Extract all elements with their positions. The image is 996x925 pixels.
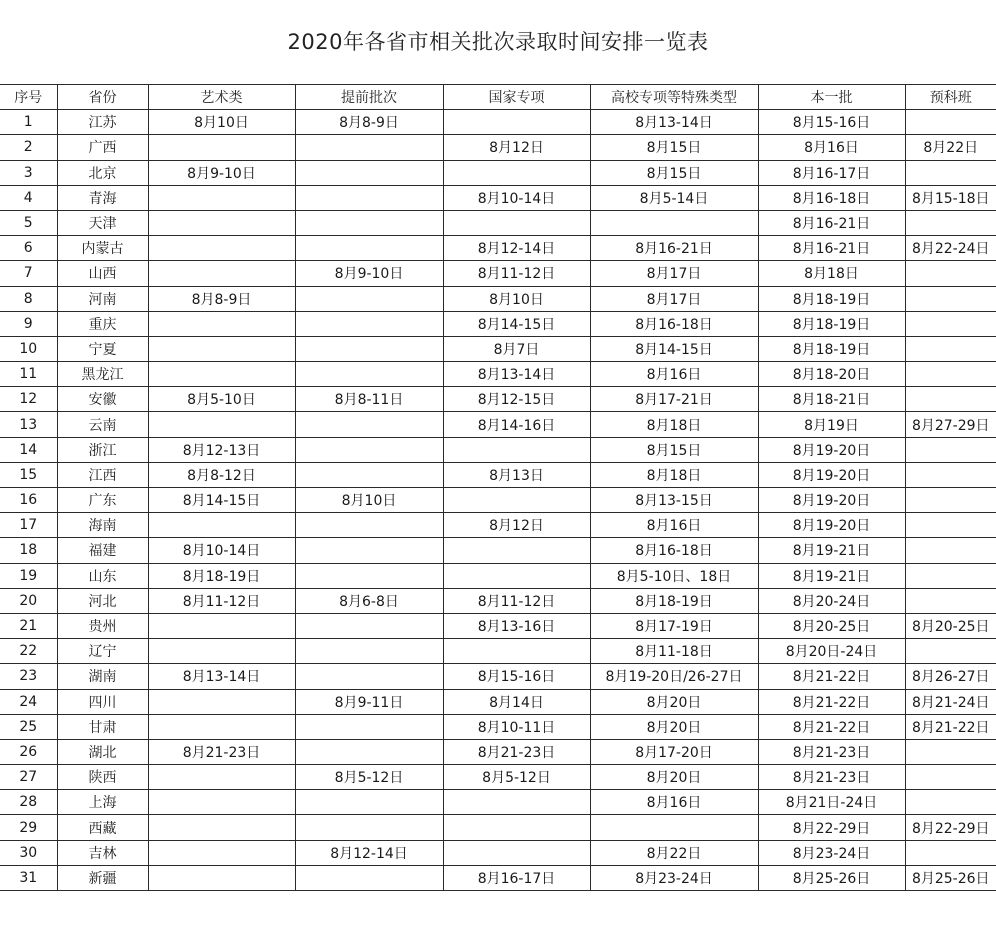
- cell-art: [148, 790, 295, 815]
- cell-province: 上海: [57, 790, 148, 815]
- cell-index: 8: [0, 286, 57, 311]
- col-header-province: 省份: [57, 85, 148, 110]
- cell-national-special: 8月13-14日: [443, 362, 590, 387]
- cell-university-special: 8月19-20日/26-27日: [590, 664, 758, 689]
- cell-early-batch: 8月5-12日: [295, 765, 443, 790]
- table-row: [0, 689, 996, 714]
- cell-index: 7: [0, 261, 57, 286]
- cell-index: 14: [0, 437, 57, 462]
- cell-national-special: [443, 815, 590, 840]
- cell-art: 8月8-9日: [148, 286, 295, 311]
- cell-first-batch: 8月19日: [758, 412, 905, 437]
- table-row: [0, 387, 996, 412]
- cell-first-batch: 8月19-20日: [758, 488, 905, 513]
- cell-index: 16: [0, 488, 57, 513]
- cell-national-special: 8月16-17日: [443, 865, 590, 890]
- cell-preparatory: [905, 210, 996, 235]
- cell-university-special: 8月16日: [590, 513, 758, 538]
- table-row: [0, 110, 996, 135]
- cell-university-special: 8月14-15日: [590, 336, 758, 361]
- cell-province: 宁夏: [57, 336, 148, 361]
- cell-first-batch: 8月19-20日: [758, 513, 905, 538]
- cell-province: 福建: [57, 538, 148, 563]
- cell-first-batch: 8月16-18日: [758, 185, 905, 210]
- cell-first-batch: 8月18-21日: [758, 387, 905, 412]
- cell-preparatory: [905, 462, 996, 487]
- cell-art: 8月8-12日: [148, 462, 295, 487]
- cell-province: 贵州: [57, 613, 148, 638]
- cell-university-special: 8月17-20日: [590, 739, 758, 764]
- cell-art: 8月11-12日: [148, 588, 295, 613]
- cell-first-batch: 8月21-23日: [758, 739, 905, 764]
- cell-university-special: 8月18日: [590, 462, 758, 487]
- cell-preparatory: [905, 336, 996, 361]
- cell-first-batch: 8月25-26日: [758, 865, 905, 890]
- table-row: [0, 613, 996, 638]
- cell-art: 8月12-13日: [148, 437, 295, 462]
- cell-first-batch: 8月16-21日: [758, 210, 905, 235]
- cell-university-special: 8月17日: [590, 286, 758, 311]
- cell-art: [148, 840, 295, 865]
- cell-preparatory: [905, 588, 996, 613]
- cell-national-special: 8月11-12日: [443, 261, 590, 286]
- cell-province: 江苏: [57, 110, 148, 135]
- col-header-early-batch: 提前批次: [295, 85, 443, 110]
- page-title: 2020年各省市相关批次录取时间安排一览表: [287, 30, 709, 54]
- cell-early-batch: [295, 815, 443, 840]
- cell-index: 15: [0, 462, 57, 487]
- cell-art: 8月9-10日: [148, 160, 295, 185]
- cell-national-special: [443, 563, 590, 588]
- cell-index: 11: [0, 362, 57, 387]
- cell-province: 湖南: [57, 664, 148, 689]
- cell-art: [148, 613, 295, 638]
- cell-index: 30: [0, 840, 57, 865]
- cell-early-batch: [295, 210, 443, 235]
- cell-first-batch: 8月18-20日: [758, 362, 905, 387]
- cell-preparatory: 8月27-29日: [905, 412, 996, 437]
- cell-preparatory: 8月22-24日: [905, 236, 996, 261]
- cell-province: 陕西: [57, 765, 148, 790]
- cell-preparatory: [905, 362, 996, 387]
- cell-index: 23: [0, 664, 57, 689]
- cell-preparatory: [905, 160, 996, 185]
- cell-first-batch: 8月18日: [758, 261, 905, 286]
- cell-university-special: 8月17日: [590, 261, 758, 286]
- cell-first-batch: 8月21-22日: [758, 689, 905, 714]
- cell-index: 6: [0, 236, 57, 261]
- cell-index: 18: [0, 538, 57, 563]
- cell-national-special: 8月11-12日: [443, 588, 590, 613]
- cell-university-special: 8月5-10日、18日: [590, 563, 758, 588]
- cell-province: 新疆: [57, 865, 148, 890]
- cell-first-batch: 8月18-19日: [758, 311, 905, 336]
- cell-university-special: 8月16-18日: [590, 311, 758, 336]
- cell-university-special: 8月15日: [590, 437, 758, 462]
- cell-province: 西藏: [57, 815, 148, 840]
- cell-national-special: 8月12-15日: [443, 387, 590, 412]
- cell-art: [148, 765, 295, 790]
- cell-index: 21: [0, 613, 57, 638]
- cell-first-batch: 8月20日-24日: [758, 639, 905, 664]
- cell-province: 黑龙江: [57, 362, 148, 387]
- col-header-first-batch: 本一批: [758, 85, 905, 110]
- cell-university-special: [590, 815, 758, 840]
- cell-index: 20: [0, 588, 57, 613]
- cell-national-special: 8月12-14日: [443, 236, 590, 261]
- table-row: [0, 790, 996, 815]
- cell-national-special: 8月5-12日: [443, 765, 590, 790]
- col-header-national-special: 国家专项: [443, 85, 590, 110]
- cell-university-special: 8月16-18日: [590, 538, 758, 563]
- table-row: [0, 714, 996, 739]
- cell-preparatory: [905, 639, 996, 664]
- cell-university-special: 8月11-18日: [590, 639, 758, 664]
- cell-national-special: 8月14日: [443, 689, 590, 714]
- cell-national-special: 8月13-16日: [443, 613, 590, 638]
- cell-early-batch: [295, 286, 443, 311]
- table-row: [0, 588, 996, 613]
- cell-first-batch: 8月19-21日: [758, 563, 905, 588]
- cell-index: 29: [0, 815, 57, 840]
- cell-national-special: [443, 437, 590, 462]
- cell-province: 浙江: [57, 437, 148, 462]
- cell-early-batch: 8月8-9日: [295, 110, 443, 135]
- cell-early-batch: 8月9-10日: [295, 261, 443, 286]
- cell-first-batch: 8月19-20日: [758, 437, 905, 462]
- cell-university-special: 8月5-14日: [590, 185, 758, 210]
- cell-province: 甘肃: [57, 714, 148, 739]
- cell-index: 27: [0, 765, 57, 790]
- table-row: [0, 185, 996, 210]
- cell-province: 天津: [57, 210, 148, 235]
- cell-index: 17: [0, 513, 57, 538]
- cell-preparatory: [905, 513, 996, 538]
- cell-early-batch: [295, 160, 443, 185]
- cell-first-batch: 8月15-16日: [758, 110, 905, 135]
- cell-preparatory: [905, 840, 996, 865]
- cell-preparatory: [905, 488, 996, 513]
- cell-province: 四川: [57, 689, 148, 714]
- cell-preparatory: [905, 286, 996, 311]
- cell-national-special: 8月21-23日: [443, 739, 590, 764]
- table-row: [0, 538, 996, 563]
- table-row: [0, 286, 996, 311]
- cell-art: 8月21-23日: [148, 739, 295, 764]
- cell-national-special: [443, 790, 590, 815]
- cell-index: 24: [0, 689, 57, 714]
- cell-province: 安徽: [57, 387, 148, 412]
- cell-national-special: [443, 110, 590, 135]
- table-body: [0, 110, 996, 891]
- cell-early-batch: 8月10日: [295, 488, 443, 513]
- cell-national-special: 8月12日: [443, 513, 590, 538]
- cell-index: 31: [0, 865, 57, 890]
- cell-index: 9: [0, 311, 57, 336]
- cell-art: 8月10-14日: [148, 538, 295, 563]
- table-row: [0, 462, 996, 487]
- cell-university-special: 8月16日: [590, 362, 758, 387]
- cell-province: 广东: [57, 488, 148, 513]
- cell-national-special: 8月15-16日: [443, 664, 590, 689]
- cell-province: 吉林: [57, 840, 148, 865]
- cell-early-batch: [295, 236, 443, 261]
- cell-index: 25: [0, 714, 57, 739]
- table-row: [0, 311, 996, 336]
- cell-preparatory: 8月25-26日: [905, 865, 996, 890]
- cell-first-batch: 8月18-19日: [758, 286, 905, 311]
- cell-university-special: 8月23-24日: [590, 865, 758, 890]
- cell-art: [148, 236, 295, 261]
- cell-university-special: 8月18-19日: [590, 588, 758, 613]
- cell-first-batch: 8月20-25日: [758, 613, 905, 638]
- cell-art: [148, 311, 295, 336]
- cell-first-batch: 8月23-24日: [758, 840, 905, 865]
- table-row: [0, 210, 996, 235]
- cell-early-batch: [295, 311, 443, 336]
- table-row: [0, 160, 996, 185]
- table-header-row: [0, 85, 996, 110]
- cell-province: 内蒙古: [57, 236, 148, 261]
- cell-first-batch: 8月21-22日: [758, 714, 905, 739]
- cell-early-batch: [295, 437, 443, 462]
- cell-early-batch: [295, 538, 443, 563]
- cell-province: 湖北: [57, 739, 148, 764]
- cell-national-special: 8月10-14日: [443, 185, 590, 210]
- cell-national-special: 8月10-11日: [443, 714, 590, 739]
- cell-early-batch: [295, 865, 443, 890]
- cell-first-batch: 8月22-29日: [758, 815, 905, 840]
- cell-art: [148, 815, 295, 840]
- cell-art: [148, 689, 295, 714]
- cell-art: [148, 412, 295, 437]
- cell-index: 2: [0, 135, 57, 160]
- cell-national-special: [443, 160, 590, 185]
- cell-index: 28: [0, 790, 57, 815]
- cell-preparatory: [905, 437, 996, 462]
- table-row: [0, 236, 996, 261]
- cell-national-special: [443, 840, 590, 865]
- cell-province: 辽宁: [57, 639, 148, 664]
- cell-early-batch: [295, 362, 443, 387]
- cell-preparatory: [905, 387, 996, 412]
- cell-national-special: [443, 488, 590, 513]
- cell-art: [148, 135, 295, 160]
- cell-university-special: 8月16-21日: [590, 236, 758, 261]
- cell-art: [148, 210, 295, 235]
- table-row: [0, 563, 996, 588]
- col-header-index: 序号: [0, 85, 57, 110]
- table-row: [0, 336, 996, 361]
- cell-early-batch: [295, 513, 443, 538]
- cell-university-special: 8月16日: [590, 790, 758, 815]
- table-row: [0, 840, 996, 865]
- cell-art: [148, 865, 295, 890]
- cell-province: 海南: [57, 513, 148, 538]
- table-row: [0, 437, 996, 462]
- cell-preparatory: [905, 563, 996, 588]
- cell-national-special: [443, 210, 590, 235]
- col-header-art: 艺术类: [148, 85, 295, 110]
- table-row: [0, 639, 996, 664]
- cell-university-special: 8月13-14日: [590, 110, 758, 135]
- cell-early-batch: 8月8-11日: [295, 387, 443, 412]
- cell-art: [148, 513, 295, 538]
- cell-early-batch: [295, 336, 443, 361]
- cell-university-special: 8月22日: [590, 840, 758, 865]
- cell-index: 12: [0, 387, 57, 412]
- cell-national-special: 8月7日: [443, 336, 590, 361]
- cell-university-special: 8月17-21日: [590, 387, 758, 412]
- cell-early-batch: 8月12-14日: [295, 840, 443, 865]
- cell-art: 8月5-10日: [148, 387, 295, 412]
- cell-index: 5: [0, 210, 57, 235]
- table-row: [0, 135, 996, 160]
- cell-early-batch: [295, 185, 443, 210]
- cell-preparatory: 8月26-27日: [905, 664, 996, 689]
- cell-first-batch: 8月18-19日: [758, 336, 905, 361]
- cell-early-batch: [295, 462, 443, 487]
- cell-art: [148, 336, 295, 361]
- cell-index: 26: [0, 739, 57, 764]
- cell-early-batch: 8月6-8日: [295, 588, 443, 613]
- table-row: [0, 739, 996, 764]
- cell-preparatory: 8月22-29日: [905, 815, 996, 840]
- cell-early-batch: [295, 739, 443, 764]
- cell-university-special: 8月20日: [590, 765, 758, 790]
- cell-index: 19: [0, 563, 57, 588]
- cell-province: 河北: [57, 588, 148, 613]
- cell-university-special: 8月15日: [590, 135, 758, 160]
- cell-first-batch: 8月16-21日: [758, 236, 905, 261]
- table-row: [0, 488, 996, 513]
- cell-index: 4: [0, 185, 57, 210]
- cell-national-special: 8月14-16日: [443, 412, 590, 437]
- col-header-university-special: 高校专项等特殊类型: [590, 85, 758, 110]
- cell-province: 江西: [57, 462, 148, 487]
- cell-university-special: [590, 210, 758, 235]
- cell-art: [148, 714, 295, 739]
- cell-first-batch: 8月21-23日: [758, 765, 905, 790]
- cell-first-batch: 8月21日-24日: [758, 790, 905, 815]
- cell-preparatory: 8月20-25日: [905, 613, 996, 638]
- table-row: [0, 261, 996, 286]
- cell-first-batch: 8月19-21日: [758, 538, 905, 563]
- cell-preparatory: [905, 110, 996, 135]
- cell-national-special: [443, 639, 590, 664]
- cell-national-special: 8月10日: [443, 286, 590, 311]
- cell-province: 青海: [57, 185, 148, 210]
- cell-art: [148, 261, 295, 286]
- cell-preparatory: 8月22日: [905, 135, 996, 160]
- cell-province: 云南: [57, 412, 148, 437]
- cell-province: 山东: [57, 563, 148, 588]
- cell-early-batch: [295, 714, 443, 739]
- table-row: [0, 664, 996, 689]
- cell-national-special: 8月14-15日: [443, 311, 590, 336]
- cell-province: 重庆: [57, 311, 148, 336]
- cell-art: 8月13-14日: [148, 664, 295, 689]
- cell-preparatory: 8月15-18日: [905, 185, 996, 210]
- cell-province: 山西: [57, 261, 148, 286]
- table-row: [0, 765, 996, 790]
- cell-index: 10: [0, 336, 57, 361]
- cell-early-batch: [295, 664, 443, 689]
- col-header-preparatory: 预科班: [905, 85, 996, 110]
- cell-first-batch: 8月20-24日: [758, 588, 905, 613]
- cell-first-batch: 8月16日: [758, 135, 905, 160]
- cell-preparatory: [905, 765, 996, 790]
- cell-first-batch: 8月16-17日: [758, 160, 905, 185]
- cell-university-special: 8月20日: [590, 714, 758, 739]
- cell-province: 河南: [57, 286, 148, 311]
- cell-art: [148, 185, 295, 210]
- cell-preparatory: 8月21-22日: [905, 714, 996, 739]
- cell-national-special: 8月13日: [443, 462, 590, 487]
- cell-university-special: 8月17-19日: [590, 613, 758, 638]
- table-row: [0, 865, 996, 890]
- cell-national-special: [443, 538, 590, 563]
- cell-preparatory: [905, 538, 996, 563]
- cell-art: [148, 639, 295, 664]
- cell-preparatory: 8月21-24日: [905, 689, 996, 714]
- cell-university-special: 8月13-15日: [590, 488, 758, 513]
- cell-first-batch: 8月21-22日: [758, 664, 905, 689]
- cell-preparatory: [905, 261, 996, 286]
- cell-preparatory: [905, 311, 996, 336]
- admission-schedule-table: [0, 84, 996, 891]
- cell-preparatory: [905, 739, 996, 764]
- cell-index: 22: [0, 639, 57, 664]
- cell-early-batch: [295, 563, 443, 588]
- cell-art: 8月18-19日: [148, 563, 295, 588]
- cell-early-batch: [295, 135, 443, 160]
- table-row: [0, 815, 996, 840]
- cell-university-special: 8月20日: [590, 689, 758, 714]
- cell-early-batch: 8月9-11日: [295, 689, 443, 714]
- cell-early-batch: [295, 613, 443, 638]
- cell-early-batch: [295, 639, 443, 664]
- cell-university-special: 8月18日: [590, 412, 758, 437]
- cell-index: 3: [0, 160, 57, 185]
- cell-university-special: 8月15日: [590, 160, 758, 185]
- table-row: [0, 513, 996, 538]
- cell-province: 广西: [57, 135, 148, 160]
- cell-early-batch: [295, 790, 443, 815]
- cell-preparatory: [905, 790, 996, 815]
- cell-art: [148, 362, 295, 387]
- cell-index: 13: [0, 412, 57, 437]
- cell-early-batch: [295, 412, 443, 437]
- table-row: [0, 412, 996, 437]
- cell-first-batch: 8月19-20日: [758, 462, 905, 487]
- cell-province: 北京: [57, 160, 148, 185]
- table-row: [0, 362, 996, 387]
- cell-art: 8月14-15日: [148, 488, 295, 513]
- cell-national-special: 8月12日: [443, 135, 590, 160]
- cell-index: 1: [0, 110, 57, 135]
- cell-art: 8月10日: [148, 110, 295, 135]
